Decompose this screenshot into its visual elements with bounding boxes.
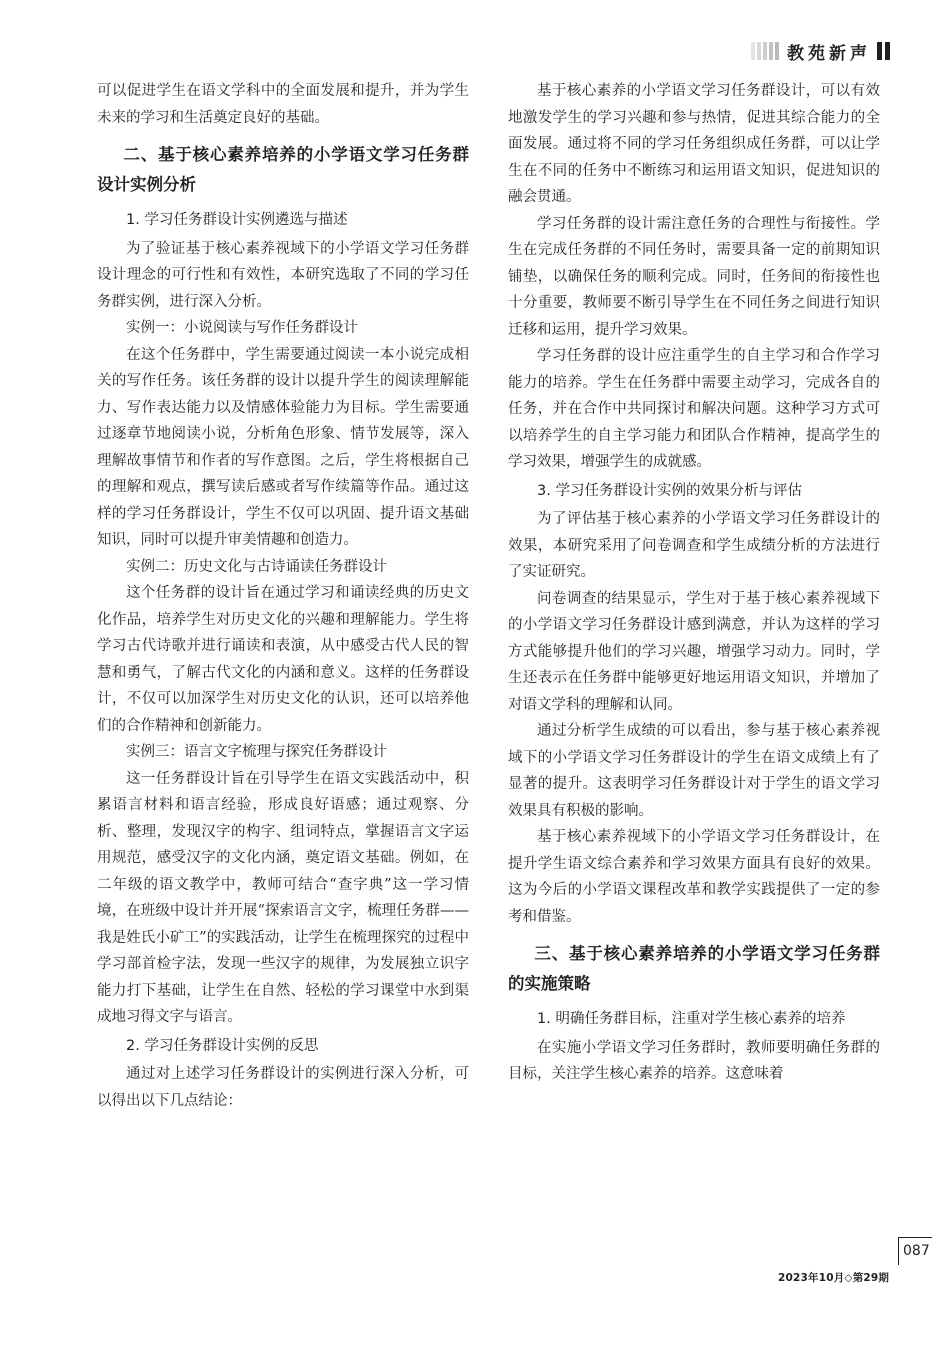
paragraph: 为了评估基于核心素养的小学语文学习任务群设计的效果，本研究采用了问卷调查和学生成绩分析的方法进行了实证研究。	[508, 511, 880, 580]
section-heading: 二、基于核心素养培养的小学语文学习任务群设计实例分析	[97, 145, 469, 194]
subsection-heading: 1. 学习任务群设计实例遴选与描述	[126, 212, 348, 228]
paragraph: 这一任务群设计旨在引导学生在语文实践活动中，积累语言材料和语言经验，形成良好语感；通过观察、分析、整理，发现汉字的构字、组词特点，掌握语言文字运用规范，感受汉字的文化内涵，奠定语文基础。例如，在二年级的语文教学中，教师可结合“查字典”这一学习情境，在班级中设计并开展“探索语言文字，梳理任务群——我是姓氏小矿工”的实践活动，让学生在梳理探究的过程中学习部首检字法，发现一些汉字的规律，为发展独立识字能力打下基础，让学生在自然、轻松的学习课堂中水到渠成地习得文字与语言。	[97, 770, 469, 1025]
paragraph: 这个任务群的设计旨在通过学习和诵读经典的历史文化作品，培养学生对历史文化的兴趣和理解能力。学生将学习古代诗歌并进行诵读和表演，从中感受古代人民的智慧和勇气，了解古代文化的内涵和意义。这样的任务群设计，不仅可以加深学生对历史文化的认识，还可以培养他们的合作精神和创新能力。	[97, 585, 469, 734]
paragraph: 可以促进学生在语文学科中的全面发展和提升，并为学生未来的学习和生活奠定良好的基础。	[97, 83, 469, 126]
paragraph: 通过对上述学习任务群设计的实例进行深入分析，可以得出以下几点结论：	[97, 1066, 469, 1109]
subsection-heading: 1. 明确任务群目标，注重对学生核心素养的培养	[537, 1011, 846, 1027]
header-gradient-bars	[751, 42, 779, 60]
paragraph: 在实施小学语文学习任务群时，教师要明确任务群的目标，关注学生核心素养的培养。这意味着	[508, 1039, 880, 1082]
case-title: 实例一：小说阅读与写作任务群设计	[126, 320, 358, 336]
paragraph: 在这个任务群中，学生需要通过阅读一本小说完成相关的写作任务。该任务群的设计以提升学生的阅读理解能力、写作表达能力以及情感体验能力为目标。学生需要通过逐章节地阅读小说，分析角色形象、情节发展等，深入理解故事情节和作者的写作意图。之后，学生将根据自己的理解和观点，撰写读后感或者写作续篇等作品。通过这样的学习任务群设计，学生不仅可以巩固、提升语文基础知识，同时可以提升审美情趣和创造力。	[97, 346, 469, 548]
running-header	[751, 40, 890, 62]
paragraph: 问卷调查的结果显示，学生对于基于核心素养视域下的小学语文学习任务群设计感到满意，并认为这样的学习方式能够提升他们的学习兴趣，增强学习动力。同时，学生还表示在任务群中能够更好地运用语文知识，并增加了对语文学科的理解和认同。	[508, 590, 880, 713]
header-dark-bars	[877, 42, 890, 60]
subsection-heading: 2. 学习任务群设计实例的反思	[126, 1037, 319, 1054]
right-column	[508, 78, 880, 1088]
subsection-heading: 3. 学习任务群设计实例的效果分析与评估	[537, 482, 802, 499]
left-column	[97, 78, 469, 1114]
column-title: 教苑新声	[787, 43, 871, 64]
paragraph: 基于核心素养视域下的小学语文学习任务群设计，在提升学生语文综合素养和学习效果方面具有良好的效果。这为今后的小学语文课程改革和教学实践提供了一定的参考和借鉴。	[508, 829, 880, 925]
paragraph: 为了验证基于核心素养视域下的小学语文学习任务群设计理念的可行性和有效性，本研究选取了不同的学习任务群实例，进行深入分析。	[97, 240, 469, 310]
case-title: 实例二：历史文化与古诗诵读任务群设计	[126, 558, 387, 575]
paragraph: 学习任务群的设计需注意任务的合理性与衔接性。学生在完成任务群的不同任务时，需要具备一定的前期知识铺垫，以确保任务的顺利完成。同时，任务间的衔接性也十分重要，教师要不断引导学生在不同任务之间进行知识迁移和运用，提升学习效果。	[508, 215, 880, 338]
section-heading: 三、基于核心素养培养的小学语文学习任务群的实施策略	[508, 944, 880, 993]
page-number: 087	[898, 1237, 932, 1265]
paragraph: 学习任务群的设计应注重学生的自主学习和合作学习能力的培养。学生在任务群中需要主动学习，完成各自的任务，并在合作中共同探讨和解决问题。这种学习方式可以培养学生的自主学习能力和团队合作精神，提高学生的学习效果，增强学生的成就感。	[508, 348, 880, 470]
paragraph: 通过分析学生成绩的可以看出，参与基于核心素养视域下的小学语文学习任务群设计的学生在语文成绩上有了显著的提升。这表明学习任务群设计对于学生的语文学习效果具有积极的影响。	[508, 723, 880, 819]
case-title: 实例三：语言文字梳理与探究任务群设计	[126, 744, 387, 760]
issue-info: 2023年10月◇第29期	[778, 1272, 890, 1284]
paragraph: 基于核心素养的小学语文学习任务群设计，可以有效地激发学生的学习兴趣和参与热情，促进其综合能力的全面发展。通过将不同的学习任务组织成任务群，可以让学生在不同的任务中不断练习和运用语文知识，促进知识的融会贯通。	[508, 83, 880, 205]
